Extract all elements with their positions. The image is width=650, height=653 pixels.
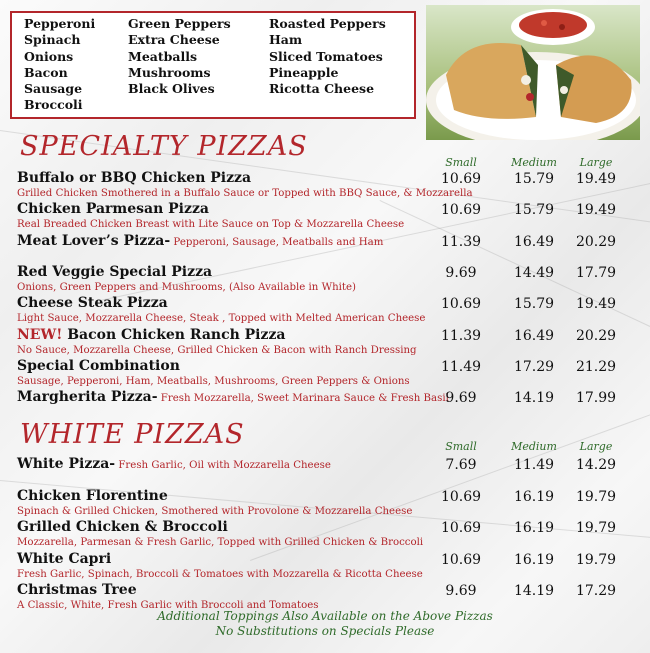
- menu-item-name-line: [17, 233, 383, 251]
- topping-item: Meatballs: [128, 48, 198, 64]
- topping-item: Pepperoni: [24, 16, 96, 31]
- price-large: 17.99: [575, 390, 617, 407]
- menu-item-name: Special Combination: [17, 357, 180, 374]
- price-large: 21.29: [575, 358, 617, 375]
- size-label-medium: Medium: [511, 156, 557, 169]
- footer-note-substitutions: No Substitutions on Specials Please: [215, 624, 435, 638]
- topping-item: Black Olives: [128, 81, 215, 97]
- menu-item-description: Fresh Garlic, Oil with Mozzarella Cheese: [115, 460, 331, 471]
- menu-item: [17, 389, 449, 421]
- price-small: 10.69: [440, 202, 482, 219]
- topping-item: Sliced Tomatoes: [269, 48, 383, 64]
- menu-item-description: Grilled Chicken Smothered in a Buffalo Sauce or Topped with BBQ Sauce, & Mozzarella: [17, 188, 473, 199]
- price-large: 19.79: [575, 520, 617, 536]
- menu-item-name-line: [17, 488, 412, 505]
- price-medium: 14.19: [513, 583, 555, 599]
- menu-item-name: White Capri: [17, 550, 112, 567]
- price-medium: 16.49: [513, 233, 555, 250]
- topping-item: Broccoli: [24, 97, 83, 113]
- price-small: 10.69: [440, 296, 482, 313]
- price-large: 14.29: [575, 457, 617, 473]
- menu-item-name: Red Veggie Special Pizza: [17, 263, 213, 280]
- menu-item-name: Bacon Chicken Ranch Pizza: [62, 326, 286, 343]
- menu-item: [17, 295, 425, 327]
- price-small: 9.69: [445, 390, 477, 407]
- size-label-large: Large: [579, 440, 613, 453]
- topping-item: Onions: [24, 48, 74, 64]
- menu-item-description: Fresh Mozzarella, Sweet Marinara Sauce & Fresh Basil: [157, 393, 449, 405]
- price-medium: 11.49: [513, 457, 555, 473]
- menu-item: [17, 488, 412, 520]
- topping-item: Spinach: [24, 32, 81, 48]
- price-small: 10.69: [440, 171, 482, 187]
- menu-item: [17, 456, 331, 488]
- topping-item: Extra Cheese: [128, 32, 220, 48]
- toppings-column-2: [128, 16, 231, 97]
- menu-item-name-line: [17, 551, 423, 568]
- menu-item-name: Buffalo or BBQ Chicken Pizza: [17, 170, 252, 186]
- topping-item: Mushrooms: [128, 64, 211, 80]
- menu-item-description: Spinach & Grilled Chicken, Smothered with Provolone & Mozzarella Cheese: [17, 505, 413, 517]
- price-medium: 16.19: [513, 488, 555, 505]
- price-medium: 16.49: [513, 327, 555, 344]
- menu-item: [17, 551, 423, 583]
- menu-item-name: Chicken Florentine: [17, 487, 168, 504]
- price-medium: 17.29: [513, 358, 555, 375]
- menu-item-name-line: [17, 295, 425, 312]
- menu-item: [17, 327, 417, 359]
- menu-item-name-line: [17, 264, 356, 281]
- size-label-large: Large: [579, 156, 613, 169]
- topping-item: Green Peppers: [128, 16, 231, 31]
- menu-item-name-line: [17, 456, 331, 474]
- price-small: 9.69: [445, 264, 477, 281]
- menu-item-description: Light Sauce, Mozzarella Cheese, Steak , Topped with Melted American Cheese: [17, 313, 426, 325]
- topping-item: Sausage: [24, 81, 83, 97]
- footer-note-toppings: Additional Toppings Also Available on the Above Pizzas: [157, 609, 493, 623]
- menu-item: [17, 201, 404, 233]
- menu-item: [17, 233, 383, 265]
- price-medium: 14.49: [513, 264, 555, 281]
- menu-item-name-line: [17, 201, 404, 218]
- price-large: 19.49: [575, 296, 617, 313]
- menu-item-description: Pepperoni, Sausage, Meatballs and Ham: [170, 236, 384, 248]
- size-label-small: Small: [445, 440, 477, 453]
- price-small: 11.49: [440, 358, 482, 375]
- topping-item: Ham: [269, 32, 303, 48]
- toppings-column-3: [269, 16, 386, 97]
- size-label-medium: Medium: [511, 440, 557, 453]
- menu-item-name: Meat Lover’s Pizza-: [17, 232, 171, 249]
- price-large: 19.79: [575, 551, 617, 568]
- price-small: 11.39: [440, 327, 482, 344]
- menu-item-description: Fresh Garlic, Spinach, Broccoli & Tomatoes with Mozzarella & Ricotta Cheese: [17, 568, 423, 580]
- menu-item-name: Margherita Pizza-: [17, 389, 158, 406]
- menu-item-name-line: [17, 327, 417, 344]
- menu-item-name-line: [17, 170, 473, 187]
- topping-item: Roasted Peppers: [269, 16, 386, 31]
- menu-item-name: Cheese Steak Pizza: [17, 295, 168, 312]
- menu-item: [17, 264, 356, 296]
- menu-item-name: White Pizza-: [17, 456, 116, 472]
- menu-item-name-line: [17, 389, 449, 407]
- price-large: 20.29: [575, 327, 617, 344]
- menu-item-name: Christmas Tree: [17, 582, 137, 598]
- price-medium: 16.19: [513, 551, 555, 568]
- price-large: 17.29: [575, 583, 617, 599]
- menu-item: [17, 358, 410, 390]
- white-pizzas-title: WHITE PIZZAS: [20, 419, 245, 450]
- menu-item-name-line: [17, 519, 423, 536]
- toppings-box: [10, 11, 416, 119]
- price-small: 11.39: [440, 233, 482, 250]
- menu-item-name: Grilled Chicken & Broccoli: [17, 519, 228, 535]
- price-medium: 16.19: [513, 520, 555, 536]
- price-small: 10.69: [440, 520, 482, 536]
- menu-item-name-line: [17, 582, 318, 599]
- menu-item-name-line: [17, 358, 410, 375]
- price-small: 9.69: [445, 583, 477, 599]
- menu-item: [17, 170, 473, 202]
- price-small: 10.69: [440, 488, 482, 505]
- calzone-photo: [426, 5, 640, 140]
- menu-item-description: Onions, Green Peppers and Mushrooms, (Also Available in White): [17, 281, 356, 293]
- price-large: 19.79: [575, 488, 617, 505]
- price-medium: 14.19: [513, 390, 555, 407]
- size-label-small: Small: [445, 156, 477, 169]
- menu-item-description: Mozzarella, Parmesan & Fresh Garlic, Topped with Grilled Chicken & Broccoli: [17, 537, 424, 548]
- price-medium: 15.79: [513, 202, 555, 219]
- menu-item-name: Chicken Parmesan Pizza: [17, 201, 209, 218]
- menu-item-description: A Classic, White, Fresh Garlic with Broccoli and Tomatoes: [17, 600, 319, 611]
- new-badge: NEW!: [17, 326, 63, 343]
- price-large: 20.29: [575, 233, 617, 250]
- calzone-illustration: [426, 5, 640, 140]
- topping-item: Ricotta Cheese: [269, 81, 375, 97]
- menu-item-description: Real Breaded Chicken Breast with Lite Sauce on Top & Mozzarella Cheese: [17, 219, 405, 231]
- specialty-pizzas-title: SPECIALTY PIZZAS: [20, 131, 308, 162]
- topping-item: Bacon: [24, 64, 68, 80]
- toppings-column-1: [24, 16, 95, 114]
- price-medium: 15.79: [513, 296, 555, 313]
- price-large: 19.49: [575, 202, 617, 219]
- price-large: 17.79: [575, 264, 617, 281]
- menu-item-description: Sausage, Pepperoni, Ham, Meatballs, Mushrooms, Green Peppers & Onions: [17, 375, 410, 387]
- price-small: 7.69: [445, 457, 477, 473]
- menu-item: [17, 519, 423, 551]
- topping-item: Pineapple: [269, 64, 339, 80]
- price-medium: 15.79: [513, 171, 555, 187]
- price-small: 10.69: [440, 551, 482, 568]
- price-large: 19.49: [575, 171, 617, 187]
- menu-item-description: No Sauce, Mozzarella Cheese, Grilled Chicken & Bacon with Ranch Dressing: [17, 344, 417, 356]
